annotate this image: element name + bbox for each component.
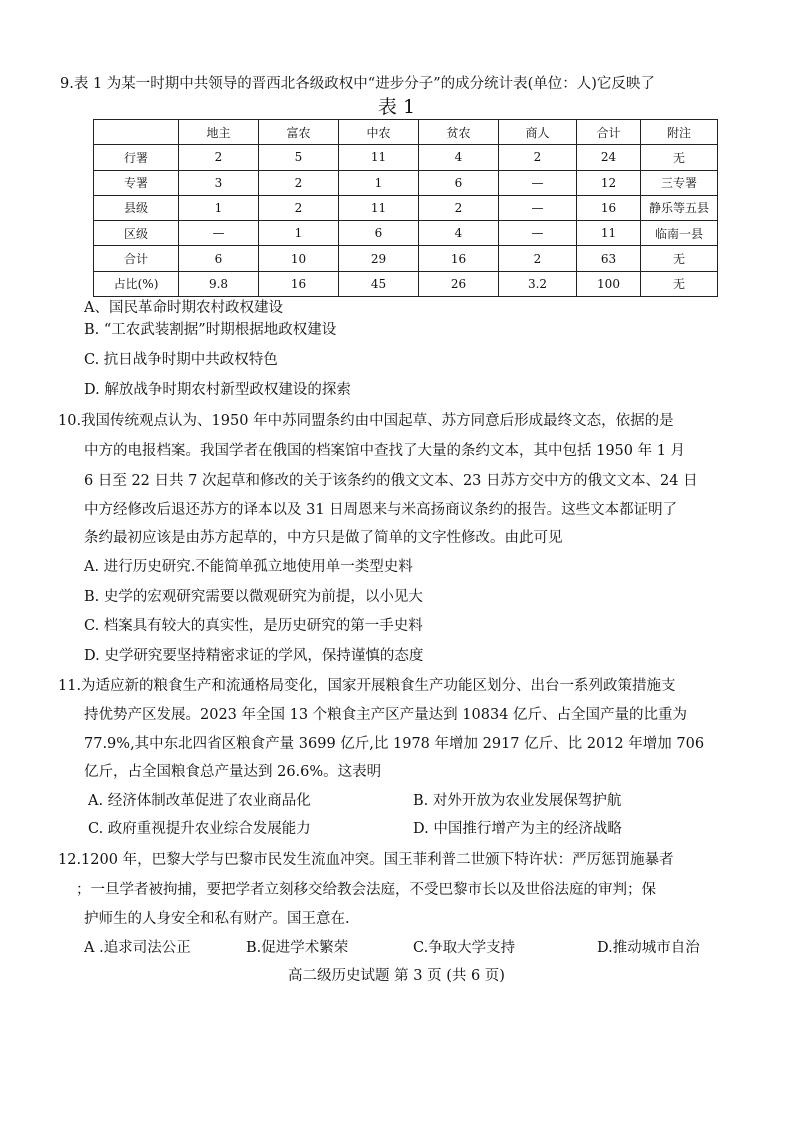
table-row [94,170,718,195]
table-cell: — [499,170,577,195]
table-cell: 专署 [94,170,179,195]
table-caption: 表 1 [377,96,416,118]
table-cell: 11 [339,195,419,220]
table-cell: 3.2 [499,271,577,296]
table-cell: 63 [577,246,641,271]
table-row [94,271,718,296]
table-row [94,145,718,170]
q9-stem: 9.表 1 为某一时期中共领导的晋西北各级政权中“进步分子”的成分统计表(单位：人)它反映了 [60,76,655,92]
q11-option-a: A. 经济体制改革促进了农业商品化 [88,793,311,809]
table-cell: 2 [179,145,259,170]
q9-option-d: D. 解放战争时期农村新型政权建设的探索 [84,382,351,398]
table-header-cell: 富农 [259,120,339,145]
q12-option-a: A .追求司法公正 [84,940,191,956]
table-cell: 16 [419,246,499,271]
table-header-cell: 商人 [499,120,577,145]
table-cell: 静乐等五县 [641,195,718,220]
q11-line: 11.为适应新的粮食生产和流通格局变化，国家开展粮食生产功能区划分、出台一系列政策措施支 [58,678,676,694]
table-cell: 16 [577,195,641,220]
table-header-cell [94,120,179,145]
table-cell: 无 [641,246,718,271]
table-header-cell: 地主 [179,120,259,145]
q9-option-b: B. “工农武装割据”时期根据地政权建设 [84,322,337,338]
table-cell: 2 [259,170,339,195]
table-header-cell: 贫农 [419,120,499,145]
table-cell: 三专署 [641,170,718,195]
table-cell: 11 [577,221,641,246]
table-header-cell: 中农 [339,120,419,145]
q11-line: 77.9%,其中东北四省区粮食产量 3699 亿斤,比 1978 年增加 2917 亿斤、比 2012 年增加 706 [84,736,705,752]
table-cell: — [179,221,259,246]
q12-option-d: D.推动城市自治 [597,940,700,956]
table-header-row [94,120,718,145]
table-cell: 2 [499,145,577,170]
table-cell: 2 [419,195,499,220]
table-row [94,195,718,220]
table-cell: 占比(%) [94,271,179,296]
table-header-cell: 附注 [641,120,718,145]
table-cell: 无 [641,145,718,170]
q10-line: 10.我国传统观点认为、1950 年中苏同盟条约由中国起草、苏方同意后形成最终文态，依据的是 [58,413,674,429]
q10-line: 条约最初应该是由苏方起草的，中方只是做了简单的文字性修改。由此可见 [84,530,563,546]
table-row [94,246,718,271]
q12-option-c: C.争取大学支持 [413,940,516,956]
table-cell: 1 [339,170,419,195]
q10-line: 中方经修改后退还苏方的译本以及 31 日周恩来与米高扬商议条约的报告。这些文本都证明了 [84,502,678,518]
statistics-table [93,119,718,297]
table-cell: 3 [179,170,259,195]
table-cell: 10 [259,246,339,271]
table-cell: 4 [419,145,499,170]
q10-line: 6 日至 22 日共 7 次起草和修改的关于该条约的俄文文本、23 日苏方交中方的俄文文本、24 日 [84,473,698,489]
table-cell: 行署 [94,145,179,170]
q11-line: 持优势产区发展。2023 年全国 13 个粮食主产区产量达到 10834 亿斤、占全国产量的比重为 [84,707,688,723]
table-cell: 100 [577,271,641,296]
table-cell: — [499,195,577,220]
q11-option-b: B. 对外开放为农业发展保驾护航 [413,793,622,809]
table-cell: 9.8 [179,271,259,296]
page-footer: 高二级历史试题 第 3 页 (共 6 页) [288,968,505,984]
table-cell: 6 [179,246,259,271]
q10-option-b: B. 史学的宏观研究需要以微观研究为前提，以小见大 [84,589,423,605]
table-cell: 临南一县 [641,221,718,246]
table-header-cell: 合计 [577,120,641,145]
table-cell: 合计 [94,246,179,271]
q12-line: ；一旦学者被拘捕，要把学者立刻移交给教会法庭，不受巴黎市长以及世俗法庭的审判；保 [76,882,656,898]
q11-option-c: C. 政府重视提升农业综合发展能力 [88,821,311,837]
table-cell: 26 [419,271,499,296]
table-cell: 县级 [94,195,179,220]
table-cell: 29 [339,246,419,271]
q10-line: 中方的电报档案。我国学者在俄国的档案馆中查找了大量的条约文本，其中包括 1950 年 1 月 [84,443,686,459]
table-cell: 16 [259,271,339,296]
q12-line: 护师生的人身安全和私有财产。国王意在. [84,911,350,927]
table-row [94,221,718,246]
table-cell: 无 [641,271,718,296]
table-cell: 5 [259,145,339,170]
table-cell: 11 [339,145,419,170]
table-cell: 2 [499,246,577,271]
table-cell: 24 [577,145,641,170]
table-cell: 12 [577,170,641,195]
q10-option-a: A. 进行历史研究.不能简单孤立地使用单一类型史料 [84,559,413,575]
q12-line: 12.1200 年，巴黎大学与巴黎市民发生流血冲突。国王菲利普二世颁下特许状：严厉惩罚施暴者 [58,852,674,868]
table-cell: — [499,221,577,246]
table-cell: 2 [259,195,339,220]
table-cell: 1 [259,221,339,246]
table-cell: 6 [419,170,499,195]
table-cell: 45 [339,271,419,296]
table-cell: 区级 [94,221,179,246]
table-cell: 6 [339,221,419,246]
q9-option-a: A、国民革命时期农村政权建设 [84,300,283,316]
table-cell: 1 [179,195,259,220]
q10-option-c: C. 档案具有较大的真实性，是历史研究的第一手史料 [84,618,423,634]
q9-option-c: C. 抗日战争时期中共政权特色 [84,352,278,368]
q12-option-b: B.促进学术繁荣 [246,940,349,956]
q11-option-d: D. 中国推行增产为主的经济战略 [413,821,622,837]
table-cell: 4 [419,221,499,246]
q10-option-d: D. 史学研究要坚持精密求证的学风，保持谨慎的态度 [84,648,424,664]
q11-line: 亿斤，占全国粮食总产量达到 26.6%。这表明 [84,764,382,780]
